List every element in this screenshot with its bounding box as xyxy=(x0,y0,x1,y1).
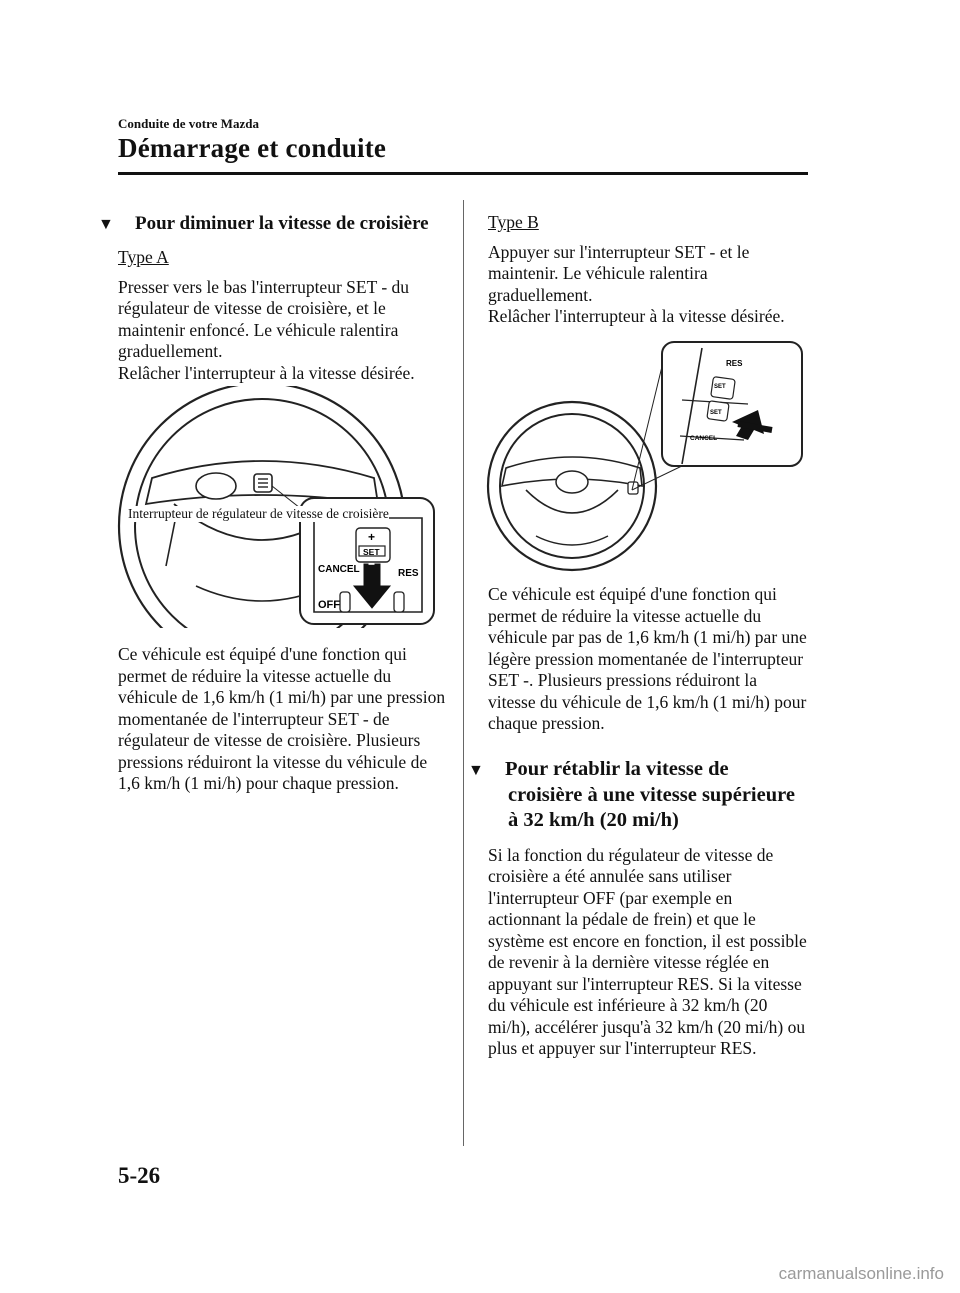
set-plus-label-b: SET xyxy=(714,384,726,390)
figure-callout-cruise-switch: Interrupteur de régulateur de vitesse de croisière xyxy=(128,506,389,521)
heading-decrease-speed: ▼ Pour diminuer la vitesse de croisière xyxy=(118,212,448,237)
type-b-label: Type B xyxy=(488,212,539,232)
figure-steering-wheel-type-b xyxy=(486,340,806,574)
watermark: carmanualsonline.info xyxy=(778,1264,944,1283)
left-column-lower xyxy=(118,644,448,795)
section-label: Conduite de votre Mazda xyxy=(118,116,259,131)
page-number: 5-26 xyxy=(118,1163,161,1188)
right-para-3: Ce véhicule est équipé d'une fonction qui permet de réduire la vitesse actuelle du véhicule par pas de 1,6 km/h (1 mi/h) par une légère pression momentanée de l'interrupteur SET -. Plusieurs pressions réduiront la vitesse du véhicule de 1,6 km/h (1 mi/h) pour chaque pression. xyxy=(488,584,807,733)
set-label-a: SET xyxy=(363,547,380,557)
off-label-a: OFF xyxy=(318,599,340,611)
right-para-1: Appuyer sur l'interrupteur SET - et le maintenir. Le véhicule ralentira graduellement. xyxy=(488,241,750,305)
header-rule xyxy=(118,172,808,175)
column-divider xyxy=(463,200,464,1146)
res-label-a: RES xyxy=(398,568,419,579)
heading-resume-speed: ▼ Pour rétablir la vitesse de croisière à une vitesse supérieure à 32 km/h (20 mi/h) xyxy=(468,757,795,831)
cancel-label-a: CANCEL xyxy=(318,564,360,575)
cancel-label-b: CANCEL xyxy=(690,435,718,442)
right-para-4: Si la fonction du régulateur de vitesse de croisière a été annulée sans utiliser l'interrupteur OFF (par exemple en actionnant la pédale de frein) et que le système est encore en fonction, il est possible de revenir à la dernière vitesse réglée en appuyant sur l'interrupteur RES. Si la vitesse du véhicule est inférieure à 32 km/h (20 mi/h), accélérer jusqu'à 32 km/h (20 mi/h) ou plus et appuyer sur l'interrupteur RES. xyxy=(488,844,807,1058)
chapter-title: Démarrage et conduite xyxy=(118,133,387,163)
left-column xyxy=(98,212,448,384)
set-minus-label-b: SET xyxy=(710,410,722,416)
right-column-lower xyxy=(468,584,808,1060)
left-para-3: Ce véhicule est équipé d'une fonction qui permet de réduire la vitesse actuelle du véhicule de 1,6 km/h (1 mi/h) par une pression momentanée de l'interrupteur SET - de régulateur de vitesse de croisière. Plusieurs pressions réduiront la vitesse du véhicule de 1,6 km/h (1 mi/h) pour chaque pression. xyxy=(118,644,446,793)
res-label-b: RES xyxy=(726,359,743,368)
minus-label-a: − xyxy=(368,557,376,571)
left-para-2: Relâcher l'interrupteur à la vitesse désirée. xyxy=(118,362,415,383)
figure-steering-wheel-type-a xyxy=(116,386,438,628)
steering-wheel-b-illustration xyxy=(486,340,806,574)
triangle-down-icon: ▼ xyxy=(98,216,114,233)
left-para-1: Presser vers le bas l'interrupteur SET - du régulateur de vitesse de croisière, et le maintenir enfoncé. Le véhicule ralentira graduellement. xyxy=(118,276,410,361)
type-a-label: Type A xyxy=(118,247,169,267)
plus-label-a: + xyxy=(368,530,376,544)
right-para-2: Relâcher l'interrupteur à la vitesse désirée. xyxy=(488,306,785,326)
triangle-down-icon: ▼ xyxy=(468,761,484,779)
right-column xyxy=(488,212,808,328)
